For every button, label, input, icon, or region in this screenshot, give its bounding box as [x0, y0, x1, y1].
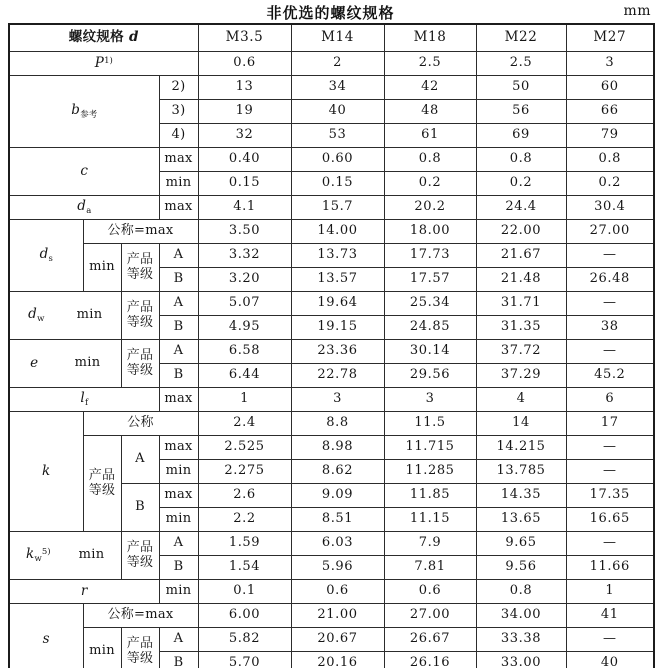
value-cell: 61 — [384, 124, 476, 148]
row-label: max — [159, 436, 198, 460]
value-cell: 27.00 — [566, 220, 654, 244]
value-cell: 0.1 — [198, 580, 291, 604]
value-cell: 50 — [476, 76, 566, 100]
value-cell: 0.2 — [476, 172, 566, 196]
value-cell: 3 — [566, 52, 654, 76]
value-cell: 41 — [566, 604, 654, 628]
table-row — [9, 388, 654, 412]
value-cell: 17.35 — [566, 484, 654, 508]
value-cell: 21.00 — [291, 604, 384, 628]
value-cell: 26.67 — [384, 628, 476, 652]
row-label: B — [159, 268, 198, 292]
value-cell: 9.09 — [291, 484, 384, 508]
row-label: max — [159, 388, 198, 412]
value-cell: 56 — [476, 100, 566, 124]
value-cell: 0.8 — [476, 148, 566, 172]
value-cell: 32 — [198, 124, 291, 148]
value-cell: 34.00 — [476, 604, 566, 628]
table-row — [9, 220, 654, 244]
row-label: 2) — [159, 76, 198, 100]
row-label: 公称 — [83, 412, 198, 436]
row-label: 公称=max — [83, 604, 198, 628]
row-label: k — [9, 412, 83, 532]
title-bar — [0, 2, 661, 22]
value-cell: 13.785 — [476, 460, 566, 484]
row-label: min — [83, 244, 121, 292]
value-cell: 2.2 — [198, 508, 291, 532]
value-cell: 60 — [566, 76, 654, 100]
value-cell: 5.07 — [198, 292, 291, 316]
unit-label: mm — [623, 3, 651, 19]
row-label: B — [159, 652, 198, 668]
value-cell: 13.73 — [291, 244, 384, 268]
table-row — [9, 76, 654, 100]
value-cell: 5.82 — [198, 628, 291, 652]
value-cell: 19.15 — [291, 316, 384, 340]
value-cell: 6.03 — [291, 532, 384, 556]
row-label: A — [159, 292, 198, 316]
value-cell: 0.6 — [384, 580, 476, 604]
row-label: $P^{1)}$ — [9, 52, 198, 76]
value-cell: 21.48 — [476, 268, 566, 292]
row-label: A — [159, 532, 198, 556]
value-cell: 22.78 — [291, 364, 384, 388]
table-row — [9, 532, 654, 556]
value-cell: 0.15 — [198, 172, 291, 196]
value-cell: 13.57 — [291, 268, 384, 292]
value-cell: 13.65 — [476, 508, 566, 532]
value-cell: 3 — [384, 388, 476, 412]
value-cell: 21.67 — [476, 244, 566, 268]
value-cell: 29.56 — [384, 364, 476, 388]
value-cell: 1.59 — [198, 532, 291, 556]
value-cell: 20.16 — [291, 652, 384, 668]
value-cell: 6 — [566, 388, 654, 412]
value-cell: 40 — [291, 100, 384, 124]
value-cell: 11.285 — [384, 460, 476, 484]
value-cell: 2.5 — [476, 52, 566, 76]
value-cell: 8.62 — [291, 460, 384, 484]
value-cell: 2.5 — [384, 52, 476, 76]
spec-table — [8, 23, 655, 668]
value-cell: 0.40 — [198, 148, 291, 172]
value-cell: 0.2 — [384, 172, 476, 196]
value-cell: — — [566, 436, 654, 460]
value-cell: 1 — [566, 580, 654, 604]
value-cell: 9.56 — [476, 556, 566, 580]
column-header: M3.5 — [198, 24, 291, 52]
value-cell: 3.50 — [198, 220, 291, 244]
value-cell: 20.67 — [291, 628, 384, 652]
value-cell: 11.15 — [384, 508, 476, 532]
value-cell: 4 — [476, 388, 566, 412]
value-cell: 79 — [566, 124, 654, 148]
value-cell: 18.00 — [384, 220, 476, 244]
value-cell: — — [566, 292, 654, 316]
table-row — [9, 244, 654, 268]
table-row — [9, 52, 654, 76]
value-cell: 4.95 — [198, 316, 291, 340]
row-label: r — [9, 580, 159, 604]
value-cell: 14.215 — [476, 436, 566, 460]
value-cell: 26.16 — [384, 652, 476, 668]
row-label: B — [159, 556, 198, 580]
value-cell: 2.525 — [198, 436, 291, 460]
value-cell: 15.7 — [291, 196, 384, 220]
value-cell: 27.00 — [384, 604, 476, 628]
row-label: $d_s$ — [9, 220, 83, 292]
row-label: $d_a$ — [9, 196, 159, 220]
value-cell: 34 — [291, 76, 384, 100]
value-cell: 5.70 — [198, 652, 291, 668]
row-label: min — [83, 628, 121, 668]
row-label: $b_{参考}$ — [9, 76, 159, 148]
value-cell: 30.14 — [384, 340, 476, 364]
value-cell: 0.8 — [476, 580, 566, 604]
value-cell: 3 — [291, 388, 384, 412]
value-cell: 6.58 — [198, 340, 291, 364]
value-cell: 6.44 — [198, 364, 291, 388]
value-cell: 40 — [566, 652, 654, 668]
value-cell: 31.71 — [476, 292, 566, 316]
table-row — [9, 412, 654, 436]
value-cell: 66 — [566, 100, 654, 124]
table-row — [9, 340, 654, 364]
table-row — [9, 604, 654, 628]
row-label: 3) — [159, 100, 198, 124]
value-cell: 8.51 — [291, 508, 384, 532]
table-row — [9, 628, 654, 652]
value-cell: 24.85 — [384, 316, 476, 340]
row-label: A — [159, 244, 198, 268]
column-header: M14 — [291, 24, 384, 52]
row-label: $d_w$ min — [9, 292, 121, 340]
row-label: min — [159, 580, 198, 604]
row-label: 产品 等级 — [121, 244, 159, 292]
value-cell: 3.32 — [198, 244, 291, 268]
row-label: A — [159, 628, 198, 652]
value-cell: 19.64 — [291, 292, 384, 316]
row-label: 产品 等级 — [121, 628, 159, 668]
value-cell: 17.57 — [384, 268, 476, 292]
value-cell: 2.4 — [198, 412, 291, 436]
value-cell: 69 — [476, 124, 566, 148]
value-cell: 1 — [198, 388, 291, 412]
value-cell: 33.38 — [476, 628, 566, 652]
row-label: 产品 等级 — [83, 436, 121, 532]
value-cell: 7.81 — [384, 556, 476, 580]
row-label: B — [159, 364, 198, 388]
value-cell: 19 — [198, 100, 291, 124]
value-cell: 24.4 — [476, 196, 566, 220]
value-cell: — — [566, 460, 654, 484]
table-row — [9, 580, 654, 604]
value-cell: 14.00 — [291, 220, 384, 244]
row-label: max — [159, 148, 198, 172]
table-row — [9, 148, 654, 172]
row-label: min — [159, 172, 198, 196]
value-cell: — — [566, 340, 654, 364]
value-cell: 11.715 — [384, 436, 476, 460]
column-header: M22 — [476, 24, 566, 52]
value-cell: 0.8 — [384, 148, 476, 172]
value-cell: 1.54 — [198, 556, 291, 580]
row-label: 产品 等级 — [121, 292, 159, 340]
row-label: min — [159, 508, 198, 532]
value-cell: 0.6 — [198, 52, 291, 76]
row-label: B — [121, 484, 159, 532]
value-cell: 4.1 — [198, 196, 291, 220]
spec-table-body — [9, 24, 654, 668]
value-cell: 42 — [384, 76, 476, 100]
value-cell: 5.96 — [291, 556, 384, 580]
value-cell: 0.8 — [566, 148, 654, 172]
value-cell: 14 — [476, 412, 566, 436]
row-label: A — [159, 340, 198, 364]
value-cell: — — [566, 628, 654, 652]
value-cell: 0.6 — [291, 580, 384, 604]
table-row — [9, 292, 654, 316]
value-cell: 26.48 — [566, 268, 654, 292]
value-cell: 3.20 — [198, 268, 291, 292]
value-cell: — — [566, 532, 654, 556]
value-cell: 33.00 — [476, 652, 566, 668]
value-cell: 8.98 — [291, 436, 384, 460]
value-cell: 22.00 — [476, 220, 566, 244]
table-row — [9, 196, 654, 220]
table-row — [9, 436, 654, 460]
value-cell: 11.66 — [566, 556, 654, 580]
row-label: $k_w^{5)}$ min — [9, 532, 121, 580]
value-cell: 0.60 — [291, 148, 384, 172]
value-cell: 16.65 — [566, 508, 654, 532]
row-label: 产品 等级 — [121, 340, 159, 388]
value-cell: 37.72 — [476, 340, 566, 364]
value-cell: 14.35 — [476, 484, 566, 508]
value-cell: 48 — [384, 100, 476, 124]
page-title: 非优选的螺纹规格 — [266, 4, 395, 22]
value-cell: 6.00 — [198, 604, 291, 628]
row-label: min — [159, 460, 198, 484]
value-cell: 13 — [198, 76, 291, 100]
value-cell: 23.36 — [291, 340, 384, 364]
row-label: 产品 等级 — [121, 532, 159, 580]
value-cell: 2.6 — [198, 484, 291, 508]
value-cell: 38 — [566, 316, 654, 340]
row-label: s — [9, 604, 83, 668]
row-label: 公称=max — [83, 220, 198, 244]
row-label: e min — [9, 340, 121, 388]
value-cell: 8.8 — [291, 412, 384, 436]
value-cell: 11.5 — [384, 412, 476, 436]
value-cell: — — [566, 244, 654, 268]
value-cell: 53 — [291, 124, 384, 148]
column-header: M27 — [566, 24, 654, 52]
value-cell: 45.2 — [566, 364, 654, 388]
value-cell: 17.73 — [384, 244, 476, 268]
value-cell: 7.9 — [384, 532, 476, 556]
value-cell: 37.29 — [476, 364, 566, 388]
value-cell: 9.65 — [476, 532, 566, 556]
column-header: 螺纹规格 d — [9, 24, 198, 52]
value-cell: 30.4 — [566, 196, 654, 220]
value-cell: 20.2 — [384, 196, 476, 220]
header-row — [9, 24, 654, 52]
row-label: $l_f$ — [9, 388, 159, 412]
value-cell: 0.15 — [291, 172, 384, 196]
value-cell: 31.35 — [476, 316, 566, 340]
value-cell: 2.275 — [198, 460, 291, 484]
row-label: A — [121, 436, 159, 484]
value-cell: 17 — [566, 412, 654, 436]
row-label: 4) — [159, 124, 198, 148]
row-label: B — [159, 316, 198, 340]
value-cell: 25.34 — [384, 292, 476, 316]
value-cell: 11.85 — [384, 484, 476, 508]
column-header: M18 — [384, 24, 476, 52]
value-cell: 0.2 — [566, 172, 654, 196]
value-cell: 2 — [291, 52, 384, 76]
row-label: max — [159, 484, 198, 508]
row-label: c — [9, 148, 159, 196]
row-label: max — [159, 196, 198, 220]
